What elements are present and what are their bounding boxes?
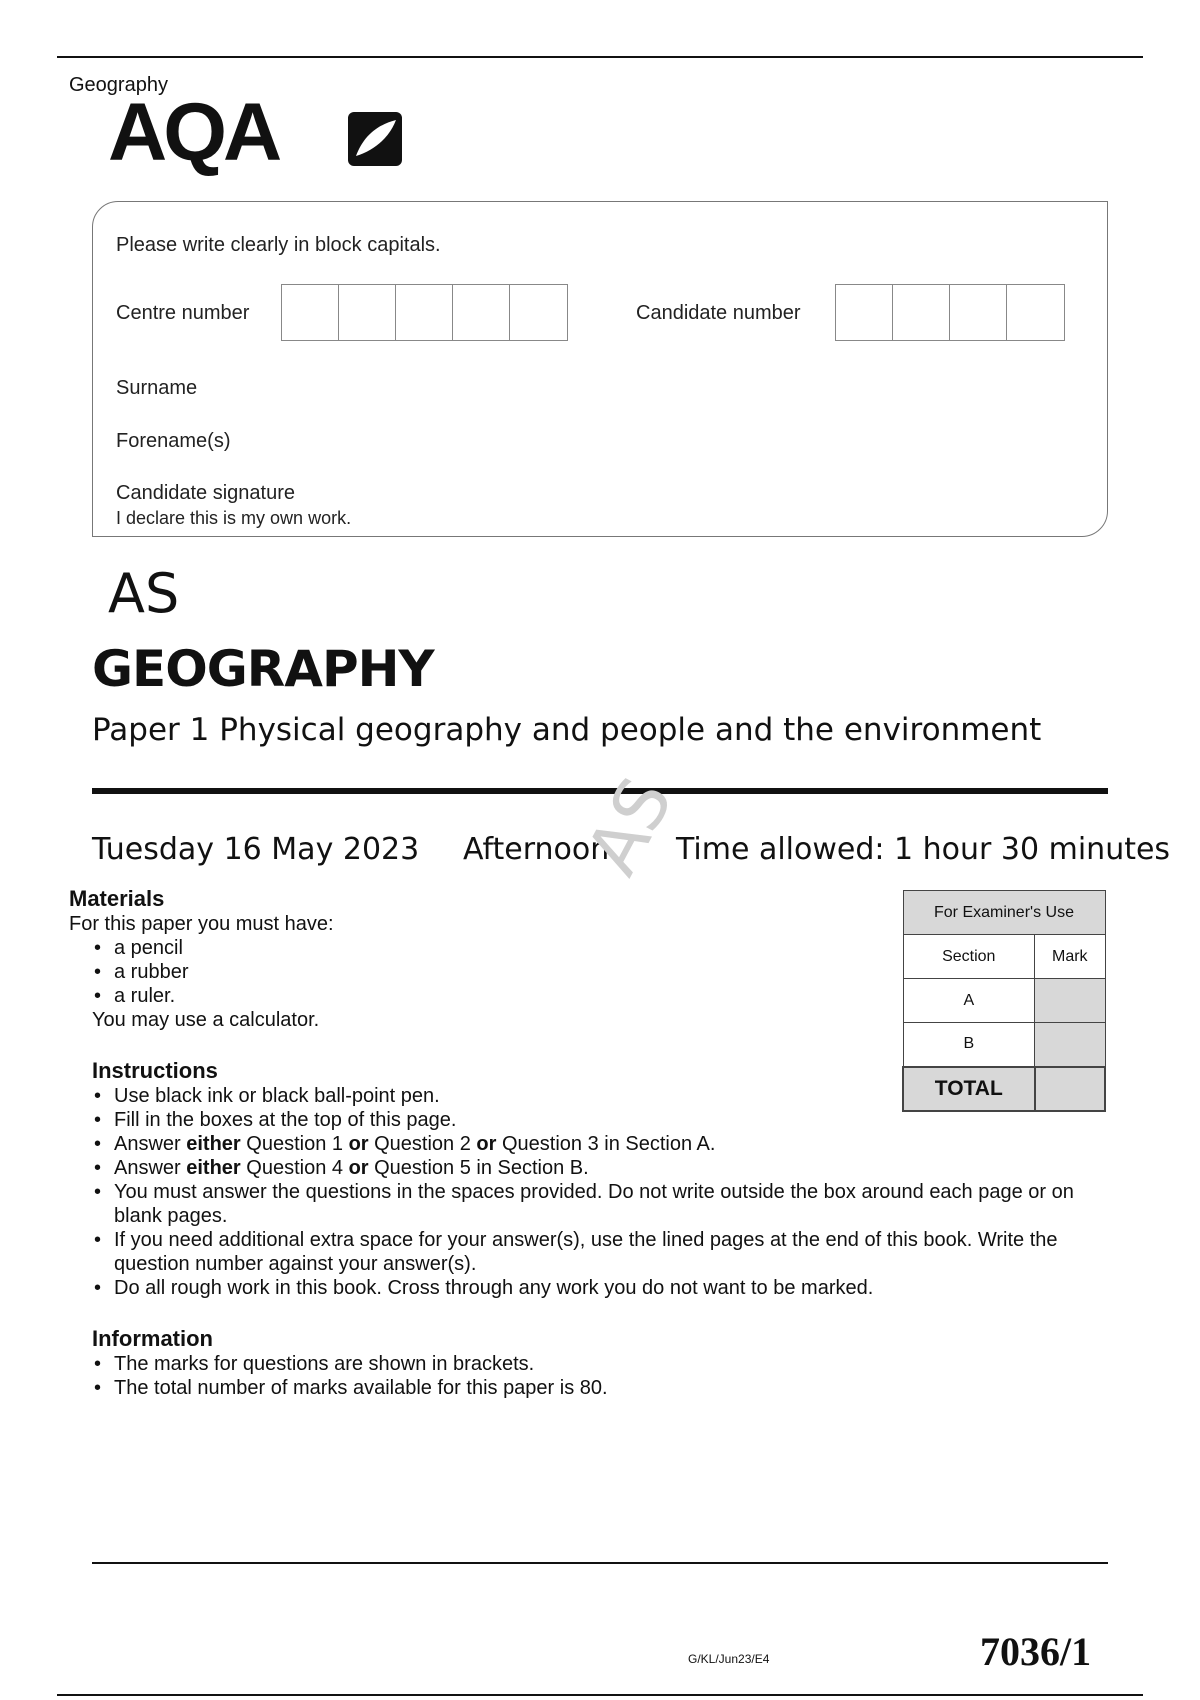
paper-code: 7036/1 — [980, 1629, 1092, 1674]
materials-section — [69, 886, 629, 1032]
qualification-level: AS — [108, 562, 180, 625]
examiners-use-title: For Examiner's Use — [903, 891, 1105, 935]
footer-rule — [92, 1562, 1108, 1564]
list-item: • Answer either Question 1 or Question 2 or Question 3 in Section A. — [92, 1132, 1092, 1156]
exam-date: Tuesday 16 May 2023 — [92, 832, 420, 867]
as-watermark: AS — [570, 764, 689, 888]
centre-digit-box[interactable] — [282, 285, 339, 340]
materials-list — [92, 936, 629, 1008]
header-subject: Geography — [69, 74, 168, 96]
time-allowed: Time allowed: 1 hour 30 minutes — [676, 832, 1171, 867]
candidate-digit-box[interactable] — [836, 285, 893, 340]
centre-digit-box[interactable] — [453, 285, 510, 340]
centre-digit-box[interactable] — [510, 285, 567, 340]
section-a-label: A — [903, 979, 1035, 1023]
list-item: • The marks for questions are shown in brackets. — [92, 1352, 1092, 1376]
list-item: • a rubber — [92, 960, 629, 984]
list-item: • Do all rough work in this book. Cross through any work you do not want to be marked. — [92, 1276, 1092, 1300]
subject-title: GEOGRAPHY — [92, 640, 434, 698]
total-label: TOTAL — [903, 1067, 1035, 1111]
list-item: • You must answer the questions in the spaces provided. Do not write outside the box around each page or on blank pages. — [92, 1180, 1092, 1228]
mark-column-header: Mark — [1035, 935, 1105, 979]
calculator-note: You may use a calculator. — [92, 1009, 320, 1031]
materials-heading: Materials — [69, 886, 165, 911]
top-rule — [57, 56, 1143, 58]
total-mark-cell — [1035, 1067, 1105, 1111]
section-b-mark-cell — [1035, 1023, 1105, 1067]
forenames-label: Forename(s) — [116, 430, 231, 452]
list-item: • Answer either Question 4 or Question 5 in Section B. — [92, 1156, 1092, 1180]
candidate-number-boxes[interactable] — [835, 284, 1065, 341]
section-b-label: B — [903, 1023, 1035, 1067]
candidate-number-label: Candidate number — [636, 302, 801, 324]
bottom-rule — [57, 1694, 1143, 1696]
section-a-mark-cell — [1035, 979, 1105, 1023]
candidate-digit-box[interactable] — [950, 285, 1007, 340]
list-item: • a pencil — [92, 936, 629, 960]
list-item: • Fill in the boxes at the top of this page. — [92, 1108, 1092, 1132]
list-item: • If you need additional extra space for your answer(s), use the lined pages at the end of this book. Write the question number against your answer(s). — [92, 1228, 1092, 1276]
signature-label: Candidate signature — [116, 482, 296, 504]
paper-title: Paper 1 Physical geography and people and the environment — [92, 712, 1042, 748]
information-heading: Information — [92, 1326, 213, 1351]
declaration-text: I declare this is my own work. — [116, 508, 352, 528]
aqa-logo-mark-icon — [346, 110, 404, 168]
instructions-heading: Instructions — [92, 1058, 218, 1083]
list-item: • The total number of marks available for this paper is 80. — [92, 1376, 1092, 1400]
block-capitals-instruction: Please write clearly in block capitals. — [116, 234, 441, 256]
centre-digit-box[interactable] — [396, 285, 453, 340]
paper-reference: G/KL/Jun23/E4 — [688, 1652, 770, 1666]
instructions-list — [92, 1084, 1092, 1300]
candidate-digit-box[interactable] — [893, 285, 950, 340]
information-list — [92, 1352, 1092, 1400]
surname-label: Surname — [116, 377, 198, 399]
information-section — [92, 1326, 1092, 1400]
materials-intro: For this paper you must have: — [69, 913, 334, 935]
centre-number-boxes[interactable] — [281, 284, 568, 341]
candidate-digit-box[interactable] — [1007, 285, 1064, 340]
exam-session: Afternoon — [463, 832, 610, 867]
list-item: • a ruler. — [92, 984, 629, 1008]
aqa-logo: AQA — [108, 87, 279, 178]
list-item: • Use black ink or black ball-point pen. — [92, 1084, 1092, 1108]
centre-number-label: Centre number — [116, 302, 250, 324]
examiners-use-table — [902, 890, 1106, 1112]
section-column-header: Section — [903, 935, 1035, 979]
centre-digit-box[interactable] — [339, 285, 396, 340]
